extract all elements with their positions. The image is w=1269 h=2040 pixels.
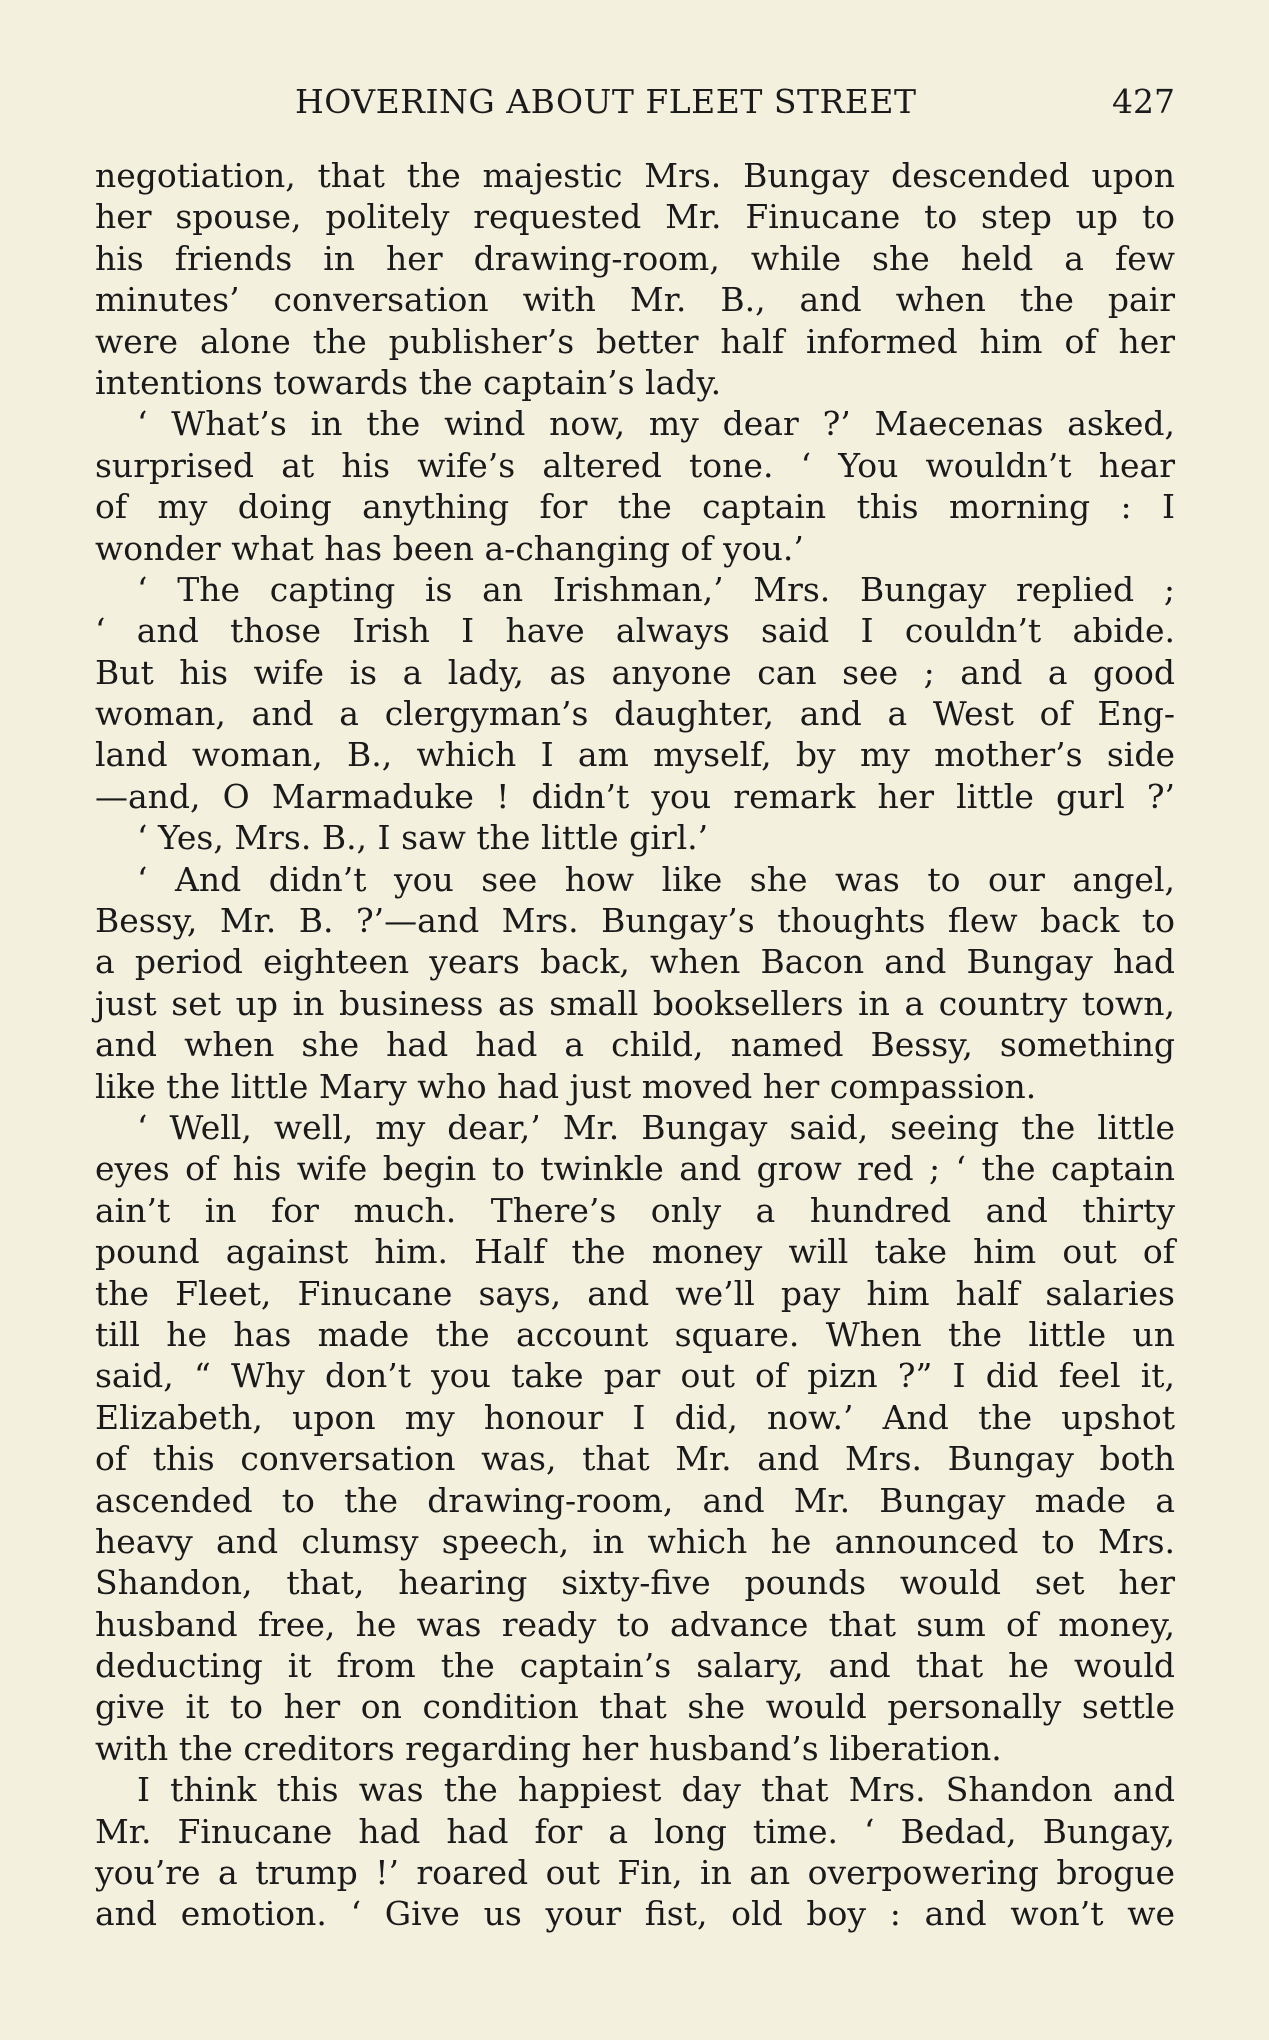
body-text [95,155,1175,1935]
text-line: with the creditors regarding her husband’s liberation. [95,1728,1002,1768]
text-line: just set up in business as small booksellers in a country town, [95,983,1175,1023]
text-line: ‘ Yes, Mrs. B., I saw the little girl.’ [137,818,709,858]
page-number: 427 [1112,82,1175,121]
text-line: till he has made the account square. When the little un [95,1314,1175,1354]
running-head [95,82,1175,126]
text-line: ‘ Well, well, my dear,’ Mr. Bungay said, seeing the little [137,1107,1175,1147]
text-line: deducting it from the captain’s salary, and that he would [95,1646,1175,1686]
text-line: of my doing anything for the captain this morning : I [95,487,1175,527]
text-line: Mr. Finucane had had for a long time. ‘ Bedad, Bungay, [95,1811,1175,1851]
text-line: Bessy, Mr. B. ?’—and Mrs. Bungay’s thoughts flew back to [95,901,1175,941]
text-line: and when she had had a child, named Bessy, something [95,1025,1175,1065]
text-line: were alone the publisher’s better half informed him of her [95,321,1175,361]
text-line: husband free, he was ready to advance that sum of money, [95,1604,1175,1644]
text-line: wonder what has been a-changing of you.’ [95,528,804,568]
text-line: the Fleet, Finucane says, and we’ll pay him half salaries [95,1273,1175,1313]
text-line: a period eighteen years back, when Bacon and Bungay had [95,942,1175,982]
text-line: minutes’ conversation with Mr. B., and when the pair [95,280,1175,320]
running-title: HOVERING ABOUT FLEET STREET [295,82,917,121]
text-line: ‘ The capting is an Irishman,’ Mrs. Bungay replied ; [137,569,1175,609]
text-line: and emotion. ‘ Give us your fist, old boy : and won’t we [95,1894,1175,1934]
text-line: I think this was the happiest day that Mrs. Shandon and [137,1770,1175,1810]
text-line: —and, O Marmaduke ! didn’t you remark her little gurl ?’ [95,776,1175,816]
text-line: woman, and a clergyman’s daughter, and a West of Eng- [95,694,1175,734]
text-line: like the little Mary who had just moved her compassion. [95,1066,1037,1106]
text-line: land woman, B., which I am myself, by my mother’s side [95,735,1175,775]
text-line: Shandon, that, hearing sixty-five pounds would set her [95,1563,1175,1603]
text-line: ascended to the drawing-room, and Mr. Bungay made a [95,1480,1175,1520]
text-line: ‘ and those Irish I have always said I couldn’t abide. [95,611,1175,651]
text-line: her spouse, politely requested Mr. Finucane to step up to [95,197,1175,237]
text-line: surprised at his wife’s altered tone. ‘ You wouldn’t hear [95,445,1175,485]
text-line: ain’t in for much. There’s only a hundred and thirty [95,1190,1175,1230]
text-line: Elizabeth, upon my honour I did, now.’ And the upshot [95,1397,1175,1437]
text-line: ‘ What’s in the wind now, my dear ?’ Maecenas asked, [137,404,1175,444]
text-line: intentions towards the captain’s lady. [95,362,722,402]
text-line: eyes of his wife begin to twinkle and grow red ; ‘ the captain [95,1149,1175,1189]
text-line: you’re a trump !’ roared out Fin, in an overpowering brogue [95,1853,1175,1893]
text-line: negotiation, that the majestic Mrs. Bungay descended upon [95,156,1175,195]
text-line: But his wife is a lady, as anyone can see ; and a good [95,652,1175,692]
text-line: ‘ And didn’t you see how like she was to our angel, [137,859,1175,899]
text-line: heavy and clumsy speech, in which he announced to Mrs. [95,1521,1175,1561]
text-line: give it to her on condition that she would personally settle [95,1687,1175,1727]
text-line: said, “ Why don’t you take par out of pizn ?” I did feel it, [95,1356,1175,1396]
text-line: his friends in her drawing-room, while she held a few [95,238,1175,278]
text-line: of this conversation was, that Mr. and Mrs. Bungay both [95,1439,1175,1479]
text-line: pound against him. Half the money will take him out of [95,1232,1175,1272]
